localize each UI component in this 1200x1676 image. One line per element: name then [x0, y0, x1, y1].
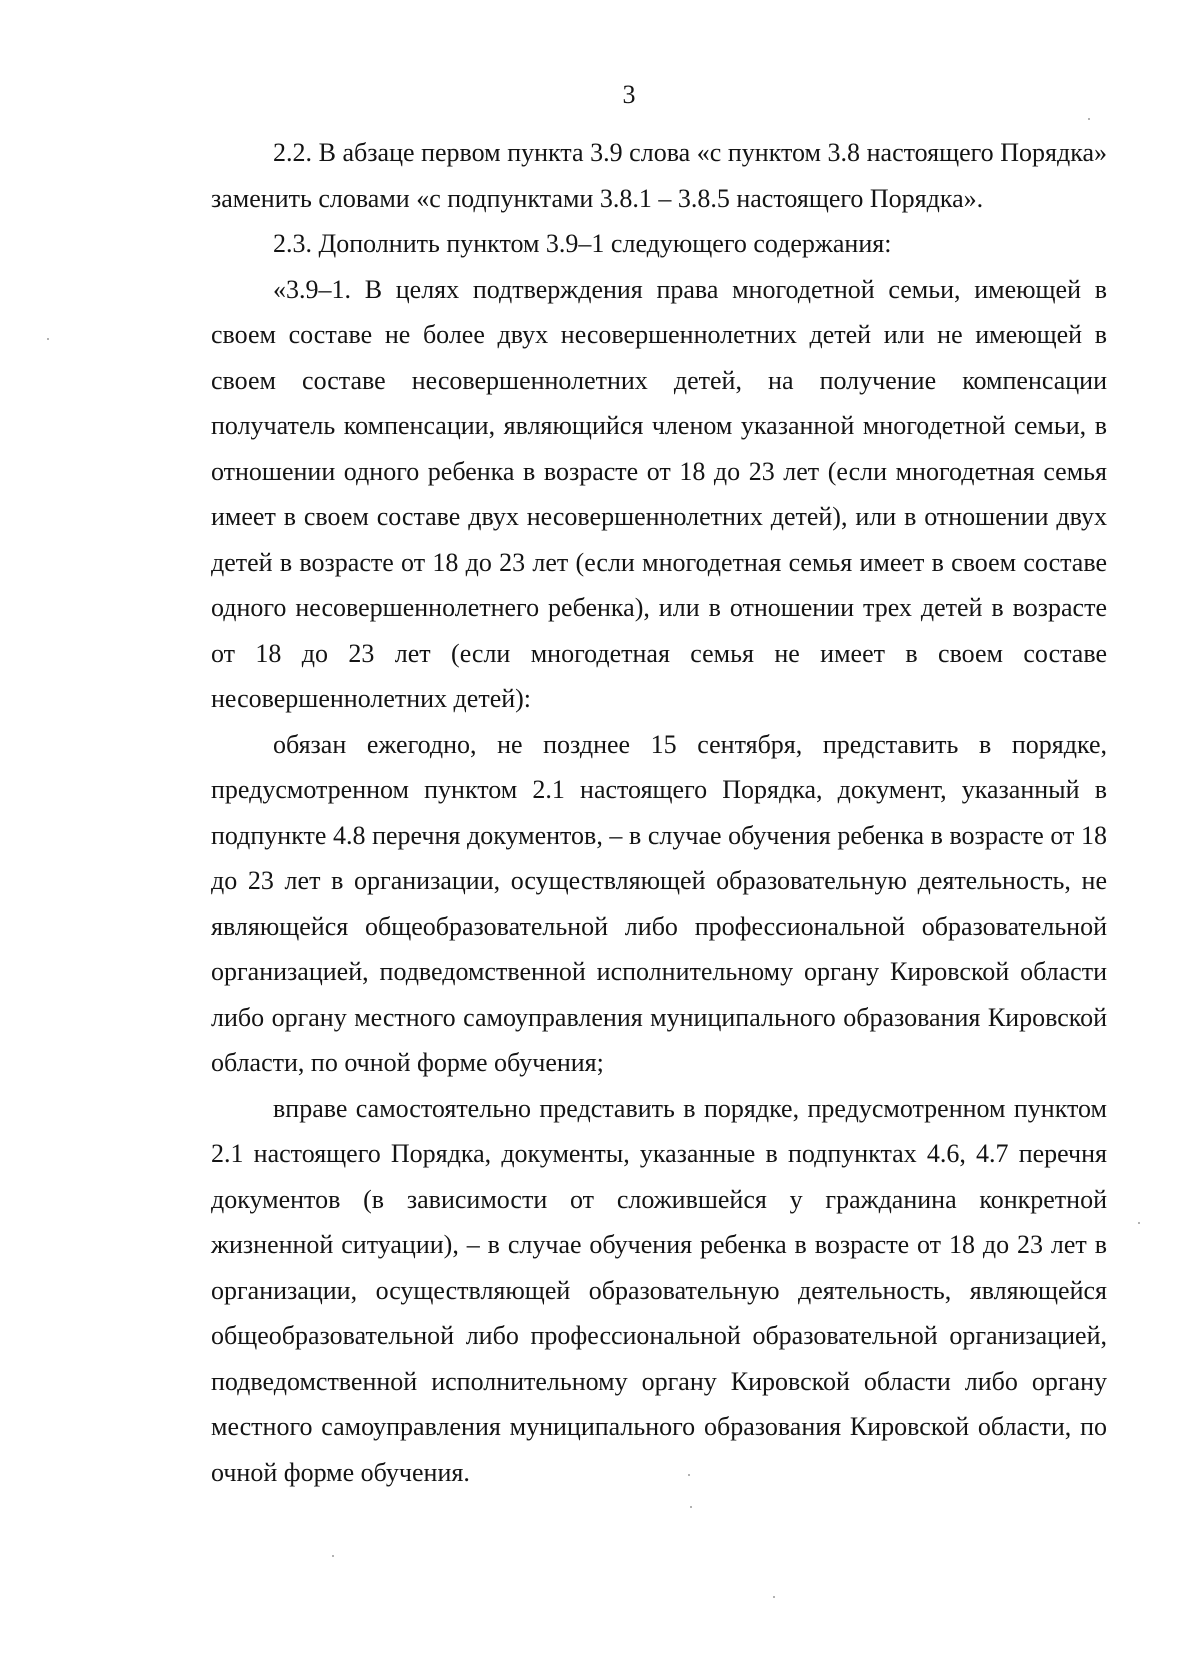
scan-speck — [688, 1474, 690, 1476]
page-number: 3 — [622, 80, 636, 109]
paragraph-obligation: обязан ежегодно, не позднее 15 сентября, представить в порядке, предусмотренном пунктом 2.1 настоящего Порядка, документ, указанный в подпункте 4.8 перечня документов, – в случае обучения ребенка в возрасте от 18 до 23 лет в организации, осуществляющей образовательную деятельность, не являющейся общеобразовательной либо профессиональной образовательной организацией, подведомственной исполнительному органу Кировской области либо органу местного самоуправления муниципального образования Кировской области, по очной форме обучения; — [211, 729, 1107, 1077]
document-body — [211, 130, 1107, 1495]
scan-speck — [690, 1506, 692, 1508]
paragraph-right: вправе самостоятельно представить в порядке, предусмотренном пунктом 2.1 настоящего Порядка, документы, указанные в подпунктах 4.6, 4.7 перечня документов (в зависимости от сложившейся у гражданина конкретной жизненной ситуации), – в случае обучения ребенка в возрасте от 18 до 23 лет в организации, осуществляющей образовательную деятельность, являющейся общеобразовательной либо профессиональной образовательной организацией, подведомственной исполнительному органу Кировской области либо органу местного самоуправления муниципального образования Кировской области, по очной форме обучения. — [211, 1093, 1107, 1487]
paragraph-3-9-1: «3.9–1. В целях подтверждения права многодетной семьи, имеющей в своем составе не более двух несовершеннолетних детей или не имеющей в своем составе несовершеннолетних детей, на получение компенсации получатель компенсации, являющийся членом указанной многодетной семьи, в отношении одного ребенка в возрасте от 18 до 23 лет (если многодетная семья имеет в своем составе двух несовершеннолетних детей), или в отношении двух детей в возрасте от 18 до 23 лет (если многодетная семья имеет в своем составе одного несовершеннолетнего ребенка), или в отношении трех детей в возрасте от 18 до 23 лет (если многодетная семья не имеет в своем составе несовершеннолетних детей): — [211, 274, 1107, 713]
scan-speck — [773, 1596, 775, 1598]
scan-speck — [1088, 118, 1090, 120]
scan-speck — [47, 338, 49, 340]
scan-speck — [1138, 1222, 1140, 1224]
scan-speck — [332, 1555, 334, 1557]
paragraph-2-2: 2.2. В абзаце первом пункта 3.9 слова «с пунктом 3.8 настоящего Порядка» заменить словами «с подпунктами 3.8.1 – 3.8.5 настоящего Порядка». — [211, 138, 1107, 213]
paragraph-2-3: 2.3. Дополнить пунктом 3.9–1 следующего содержания: — [273, 229, 892, 258]
